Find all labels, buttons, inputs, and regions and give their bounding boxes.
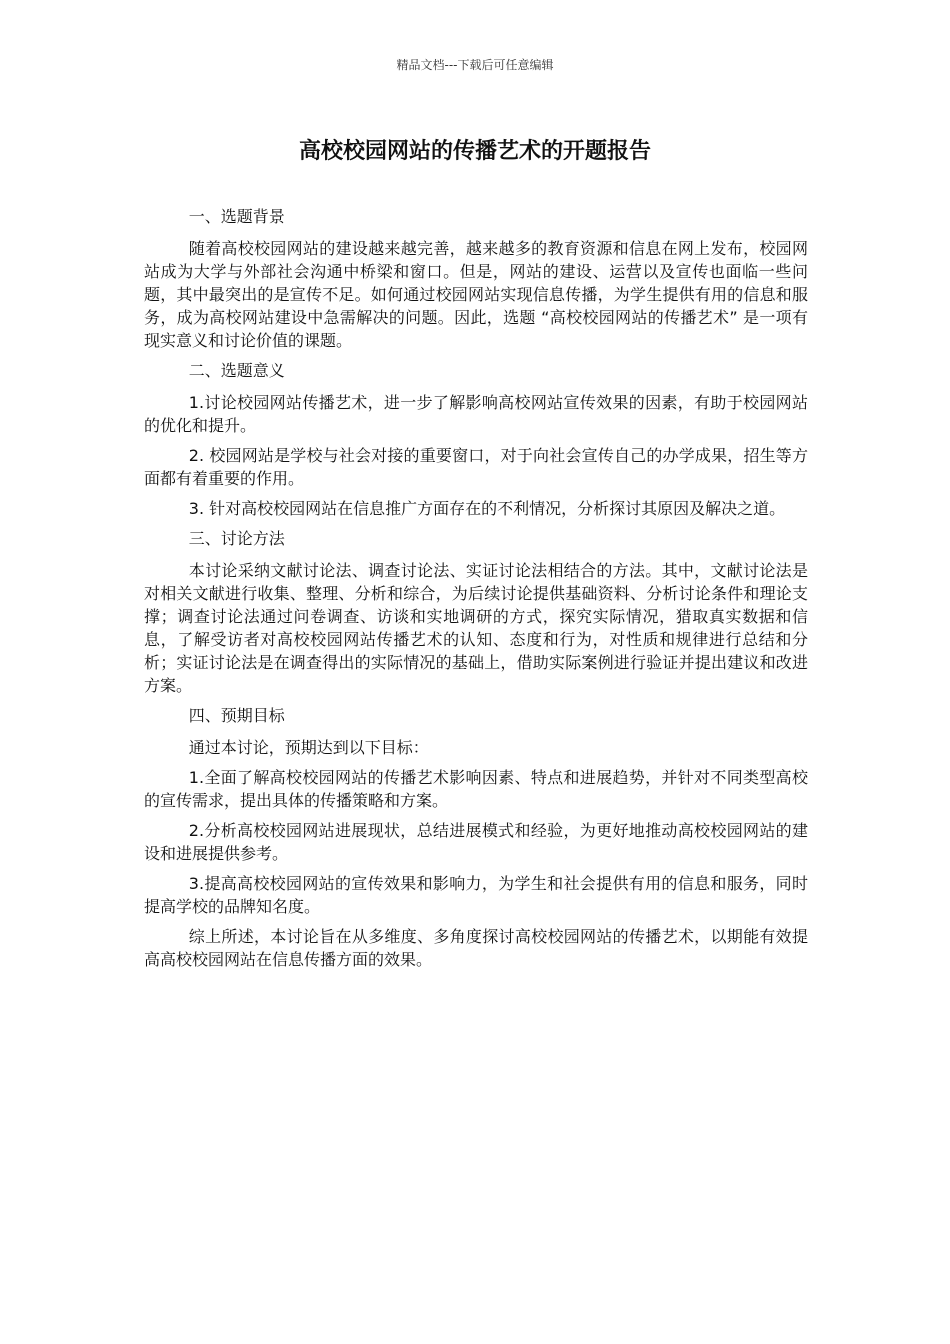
paragraph-goal-2: 2.分析高校校园网站进展现状，总结进展模式和经验，为更好地推动高校校园网站的建设和进展提供参考。	[144, 821, 808, 863]
paragraph-goal-3: 3.提高高校校园网站的宣传效果和影响力，为学生和社会提供有用的信息和服务，同时提高学校的品牌知名度。	[144, 874, 808, 916]
document-title: 高校校园网站的传播艺术的开题报告	[298, 139, 651, 164]
section-heading-background: 一、选题背景	[188, 207, 285, 226]
paragraph-significance-1: 1.讨论校园网站传播艺术，进一步了解影响高校网站宣传效果的因素，有助于校园网站的优化和提升。	[144, 393, 808, 435]
section-heading-goals: 四、预期目标	[188, 706, 285, 725]
document-body	[144, 205, 808, 971]
section-heading-significance: 二、选题意义	[188, 361, 285, 380]
paragraph-significance-2: 2. 校园网站是学校与社会对接的重要窗口，对于向社会宣传自己的办学成果，招生等方面都有着重要的作用。	[144, 446, 808, 488]
header-note: 精品文档---下载后可任意编辑	[396, 58, 554, 72]
paragraph-background: 随着高校校园网站的建设越来越完善，越来越多的教育资源和信息在网上发布，校园网站成为大学与外部社会沟通中桥梁和窗口。但是，网站的建设、运营以及宣传也面临一些问题，其中最突出的是宣传不足。如何通过校园网站实现信息传播，为学生提供有用的信息和服务，成为高校网站建设中急需解决的问题。因此，选题 “高校校园网站的传播艺术” 是一项有现实意义和讨论价值的课题。	[144, 239, 808, 350]
paragraph-goals-intro: 通过本讨论，预期达到以下目标：	[188, 738, 429, 757]
paragraph-goal-1: 1.全面了解高校校园网站的传播艺术影响因素、特点和进展趋势，并针对不同类型高校的宣传需求，提出具体的传播策略和方案。	[144, 768, 808, 810]
paragraph-methods: 本讨论采纳文献讨论法、调查讨论法、实证讨论法相结合的方法。其中，文献讨论法是对相关文献进行收集、整理、分析和综合，为后续讨论提供基础资料、分析讨论条件和理论支撑；调查讨论法通过问卷调查、访谈和实地调研的方式，探究实际情况，猎取真实数据和信息，了解受访者对高校校园网站传播艺术的认知、态度和行为，对性质和规律进行总结和分析；实证讨论法是在调查得出的实际情况的基础上，借助实际案例进行验证并提出建议和改进方案。	[144, 561, 808, 695]
section-heading-methods: 三、讨论方法	[188, 529, 285, 548]
paragraph-conclusion: 综上所述，本讨论旨在从多维度、多角度探讨高校校园网站的传播艺术，以期能有效提高高校校园网站在信息传播方面的效果。	[144, 927, 808, 969]
paragraph-significance-3: 3. 针对高校校园网站在信息推广方面存在的不利情况，分析探讨其原因及解决之道。	[188, 499, 786, 518]
